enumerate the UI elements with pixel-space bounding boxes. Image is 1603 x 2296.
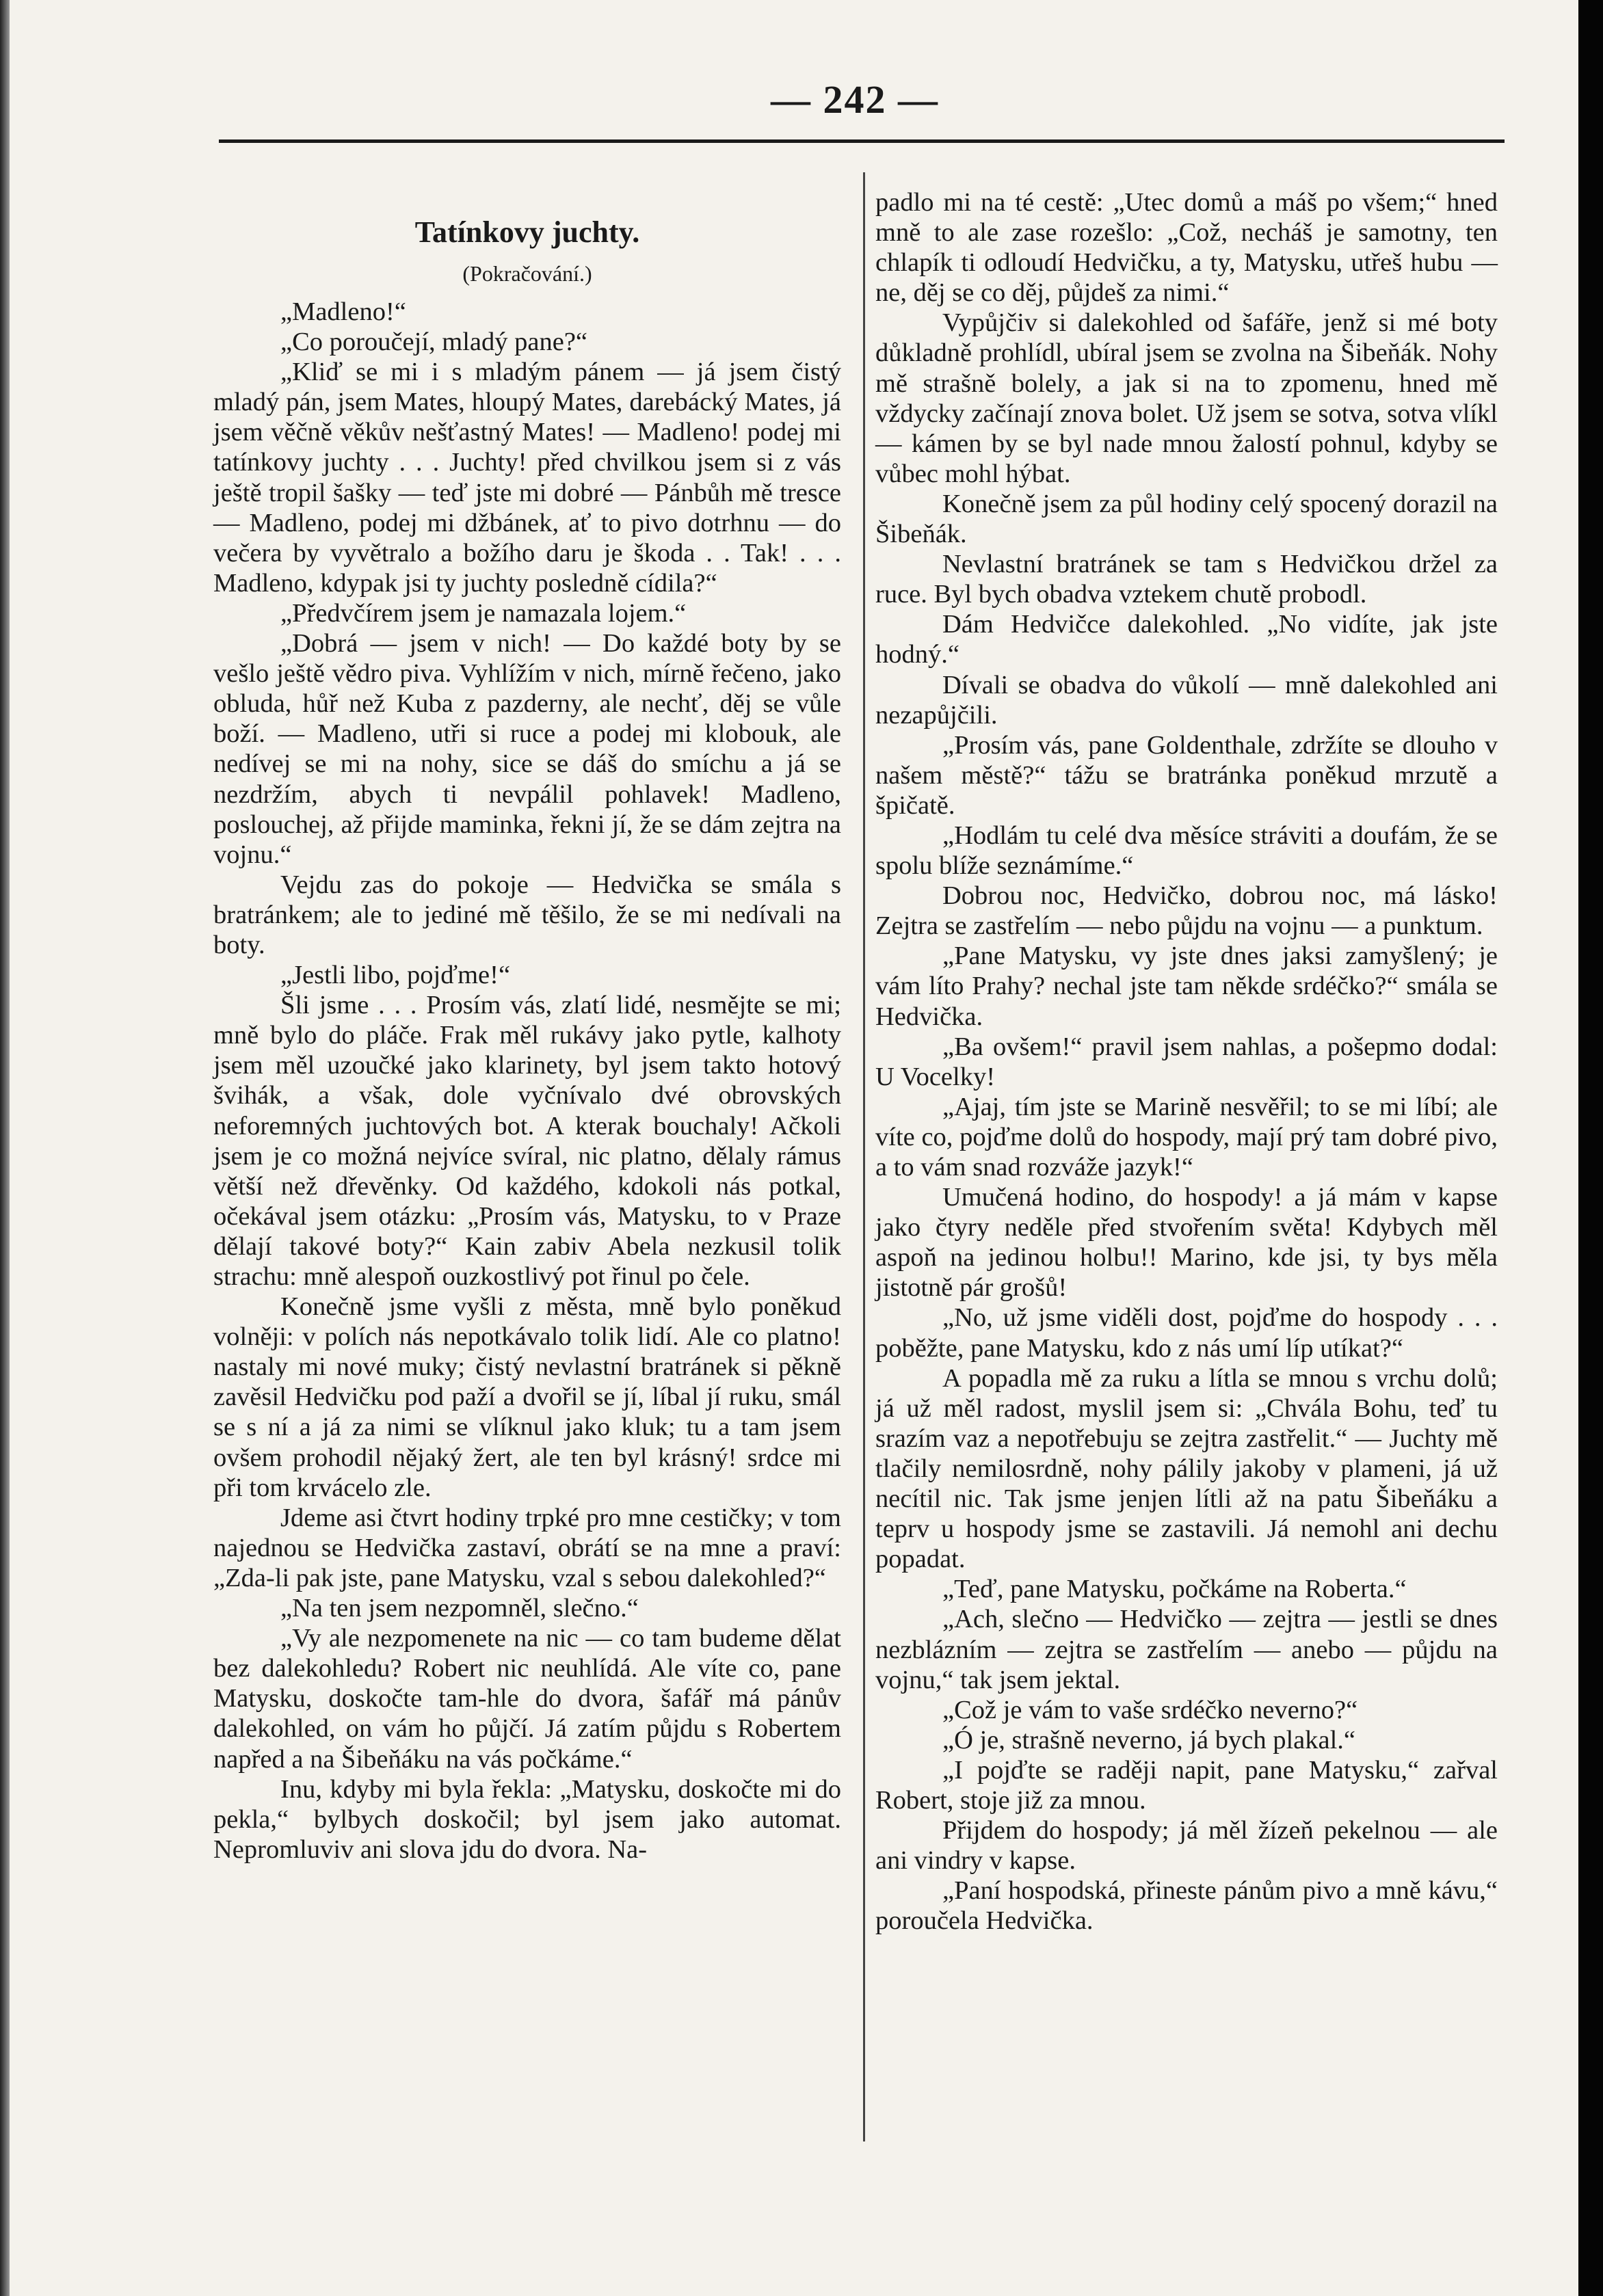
paragraph: „Co poroučejí, mladý pane?“ — [280, 328, 587, 357]
paragraph: „Vy ale nezpomenete na nic — co tam budeme dělat bez dalekohledu? Robert nic neuhlídá. Ale víte co, pane Matysku, doskočte tam-hle do dvora, šafář má pánův dalekohled, on vám ho půjčí. Já zatím půjdu s Robertem napřed a na Šibeňáku na vás počkáme.“ — [213, 1624, 841, 1774]
paragraph: „Na ten jsem nezpomněl, slečno.“ — [280, 1594, 639, 1623]
article-title: Tatínkovy juchty. — [414, 215, 640, 249]
paragraph: „Předvčírem jsem je namazala lojem.“ — [280, 598, 687, 628]
paragraph: Vypůjčiv si dalekohled od šafáře, jenž si mé boty důkladně prohlídl, ubíral jsem se zvolna na Šibeňák. Nohy mě strašně bolely, a jak si na to zpomenu, hned mě vždycky začínají znova bolet. Už jsem se sotva, sotva vlíkl — kámen by se byl nade mnou žalostí pohnul, kdyby se vůbec mohl hýbat. — [875, 308, 1498, 488]
paragraph: Šli jsme . . . Prosím vás, zlatí lidé, nesmějte se mi; mně bylo do pláče. Frak měl rukávy jako pytle, kalhoty jsem měl uzoučké jako klarinety, byl jsem takto hotový švihák, a však, dole vyčnívalo dvé obrovských neforemných juchtových bot. A kterak bouchaly! Ačkoli jsem je co možná nejvíce svíral, nic platno, dělaly rámus větší než dřevěnky. Od každého, kdokoli nás potkal, očekával jsem otázku: „Prosím vás, Matysku, to v Praze dělají takové boty?“ Kain zabiv Abela nezkusil tolik strachu: mně alespoň ouzkostlivý pot řinul po čele. — [213, 991, 841, 1291]
paragraph: „Ba ovšem!“ pravil jsem nahlas, a pošepmo dodal: U Vocelky! — [875, 1032, 1498, 1091]
paragraph: Dívali se obadva do vůkolí — mně dalekohled ani nezapůjčili. — [875, 670, 1498, 730]
paragraph: padlo mi na té cestě: „Utec domů a máš po všem;“ hned mně to ale zase rozešlo: „Což, necháš je samotny, ten chlapík ti odloudí Hedvičku, a ty, Matysku, utřeš hubu — ne, děj se co děj, půjdeš za nimi.“ — [875, 188, 1498, 308]
paragraph: Umučená hodino, do hospody! a já mám v kapse jako čtyry neděle před stvořením světa! Kdybych měl aspoň na jedinou holbu!! Marino, kde jsi, ty bys měla jistotně pár grošů! — [875, 1183, 1498, 1303]
paragraph: „Ó je, strašně neverno, já bych plakal.“ — [942, 1725, 1355, 1754]
paragraph: „Madleno!“ — [280, 297, 406, 326]
paragraph: Dám Hedvičce dalekohled. „No vidíte, jak jste hodný.“ — [875, 610, 1498, 669]
paragraph: „Pane Matysku, vy jste dnes jaksi zamyšlený; je vám líto Prahy? nechal jste tam někde srdéčko?“ smála se Hedvička. — [875, 942, 1498, 1031]
paragraph: „Což je vám to vaše srdéčko neverno?“ — [942, 1695, 1358, 1724]
right-column — [875, 187, 1498, 1936]
paragraph: Přijdem do hospody; já měl žízeň pekelnou — ale ani vindry v kapse. — [875, 1816, 1498, 1875]
paragraph: „Jestli libo, pojďme!“ — [280, 961, 511, 990]
paragraph: „I pojďte se raději napit, pane Matysku,“ zařval Robert, stoje již za mnou. — [875, 1755, 1498, 1815]
paragraph: Konečně jsem za půl hodiny celý spocený dorazil na Šibeňák. — [875, 489, 1498, 549]
header-rule — [219, 139, 1505, 143]
paragraph: Dobrou noc, Hedvičko, dobrou noc, má lásko! Zejtra se zastřelím — nebo půjdu na vojnu — a punktum. — [875, 881, 1498, 941]
paragraph: „Ajaj, tím jste se Marině nesvěřil; to se mi líbí; ale víte co, pojďme dolů do hospody, mají prý tam dobré pivo, a to vám snad rozváže jazyk!“ — [875, 1092, 1498, 1182]
article-subtitle: (Pokračování.) — [462, 261, 592, 286]
paragraph: „Dobrá — jsem v nich! — Do každé boty by se vešlo ještě vědro piva. Vyhlížím v nich, mírně řečeno, jako obluda, hůř než Kuba z pazderny, ale nechť, děj se vůle boží. — Madleno, utři si ruce a podej mi klobouk, ale nedívej se mi na nohy, sice se dáš do smíchu a já se nezdržím, abych ti nevpálil pohlavek! Madleno, poslouchej, až přijde maminka, řekni jí, že se dám zejtra na vojnu.“ — [213, 629, 841, 869]
column-divider — [863, 172, 865, 2141]
scan-edge-right — [1578, 0, 1603, 2296]
left-column — [213, 213, 841, 1865]
scan-edge-left — [0, 0, 10, 2296]
paragraph: Jdeme asi čtvrt hodiny trpké pro mne cestičky; v tom najednou se Hedvička zastaví, obrátí se na mne a praví: „Zda-li pak jste, pane Matysku, vzal s sebou dalekohled?“ — [213, 1503, 841, 1592]
paragraph: „No, už jsme viděli dost, pojďme do hospody . . . poběžte, pane Matysku, kdo z nás umí líp utíkat?“ — [875, 1303, 1498, 1363]
paragraph: „Hodlám tu celé dva měsíce stráviti a doufám, že se spolu blíže seznámíme.“ — [875, 820, 1498, 881]
paragraph: „Kliď se mi i s mladým pánem — já jsem čistý mladý pán, jsem Mates, hloupý Mates, darebácký Mates, já jsem věčně věkův nešťastný Mates! — Madleno! podej mi tatínkovy juchty . . . Juchty! před chvilkou jsem si z vás ještě tropil šašky — teď jste mi dobré — Pánbůh mě tresce — Madleno, podej mi džbánek, ať to pivo dotrhnu — do večera by vyvětralo a božího daru je škoda . . Tak! . . . Madleno, kdypak jsi ty juchty posledně cídila?“ — [213, 358, 841, 598]
paragraph: „Teď, pane Matysku, počkáme na Roberta.“ — [942, 1575, 1407, 1604]
paragraph: Inu, kdyby mi byla řekla: „Matysku, doskočte mi do pekla,“ bylbych doskočil; byl jsem jako automat. Nepromluviv ani slova jdu do dvora. Na- — [213, 1774, 841, 1864]
paragraph: Konečně jsme vyšli z města, mně bylo poněkud volněji: v polích nás nepotkávalo tolik lidí. Ale co platno! nastaly mi nové muky; čistý nevlastní bratránek si pěkně zavěsil Hedvičku pod paží a dvořil se jí, líbal jí ruku, smál se s ní a já za nimi se vlíknul jako kluk; tu a tam jsem ovšem prohodil nějaký žert, ale ten byl krásný! srdce mi při tom krvácelo zle. — [213, 1292, 841, 1502]
paragraph: „Paní hospodská, přineste pánům pivo a mně kávu,“ poroučela Hedvička. — [875, 1876, 1498, 1936]
paragraph: Vejdu zas do pokoje — Hedvička se smála s bratránkem; ale to jediné mě těšilo, že se mi nedívali na boty. — [213, 870, 841, 959]
paragraph: „Ach, slečno — Hedvičko — zejtra — jestli se dnes nezblázním — zejtra se zastřelím — anebo — půjdu na vojnu,“ tak jsem jektal. — [875, 1605, 1498, 1694]
paragraph: „Prosím vás, pane Goldenthale, zdržíte se dlouho v našem městě?“ tážu se bratránka poněkud mrzutě a špičatě. — [875, 730, 1498, 820]
paragraph: A popadla mě za ruku a lítla se mnou s vrchu dolů; já už měl radost, myslil jsem si: „Chvála Bohu, teď tu srazím vaz a nepotřebuju se zejtra zastřelit.“ — Juchty mě tlačily nemilosrdně, nohy pálily jakoby v plameni, já už necítil nic. Tak jsme jenjen lítli až na patu Šibeňáku a teprv u hospody jsme se zastavili. Já nemohl ani dechu popadat. — [875, 1363, 1498, 1574]
paragraph: Nevlastní bratránek se tam s Hedvičkou držel za ruce. Byl bych obadva vztekem chutě probodl. — [875, 550, 1498, 609]
page-number: — 242 — — [771, 77, 939, 122]
